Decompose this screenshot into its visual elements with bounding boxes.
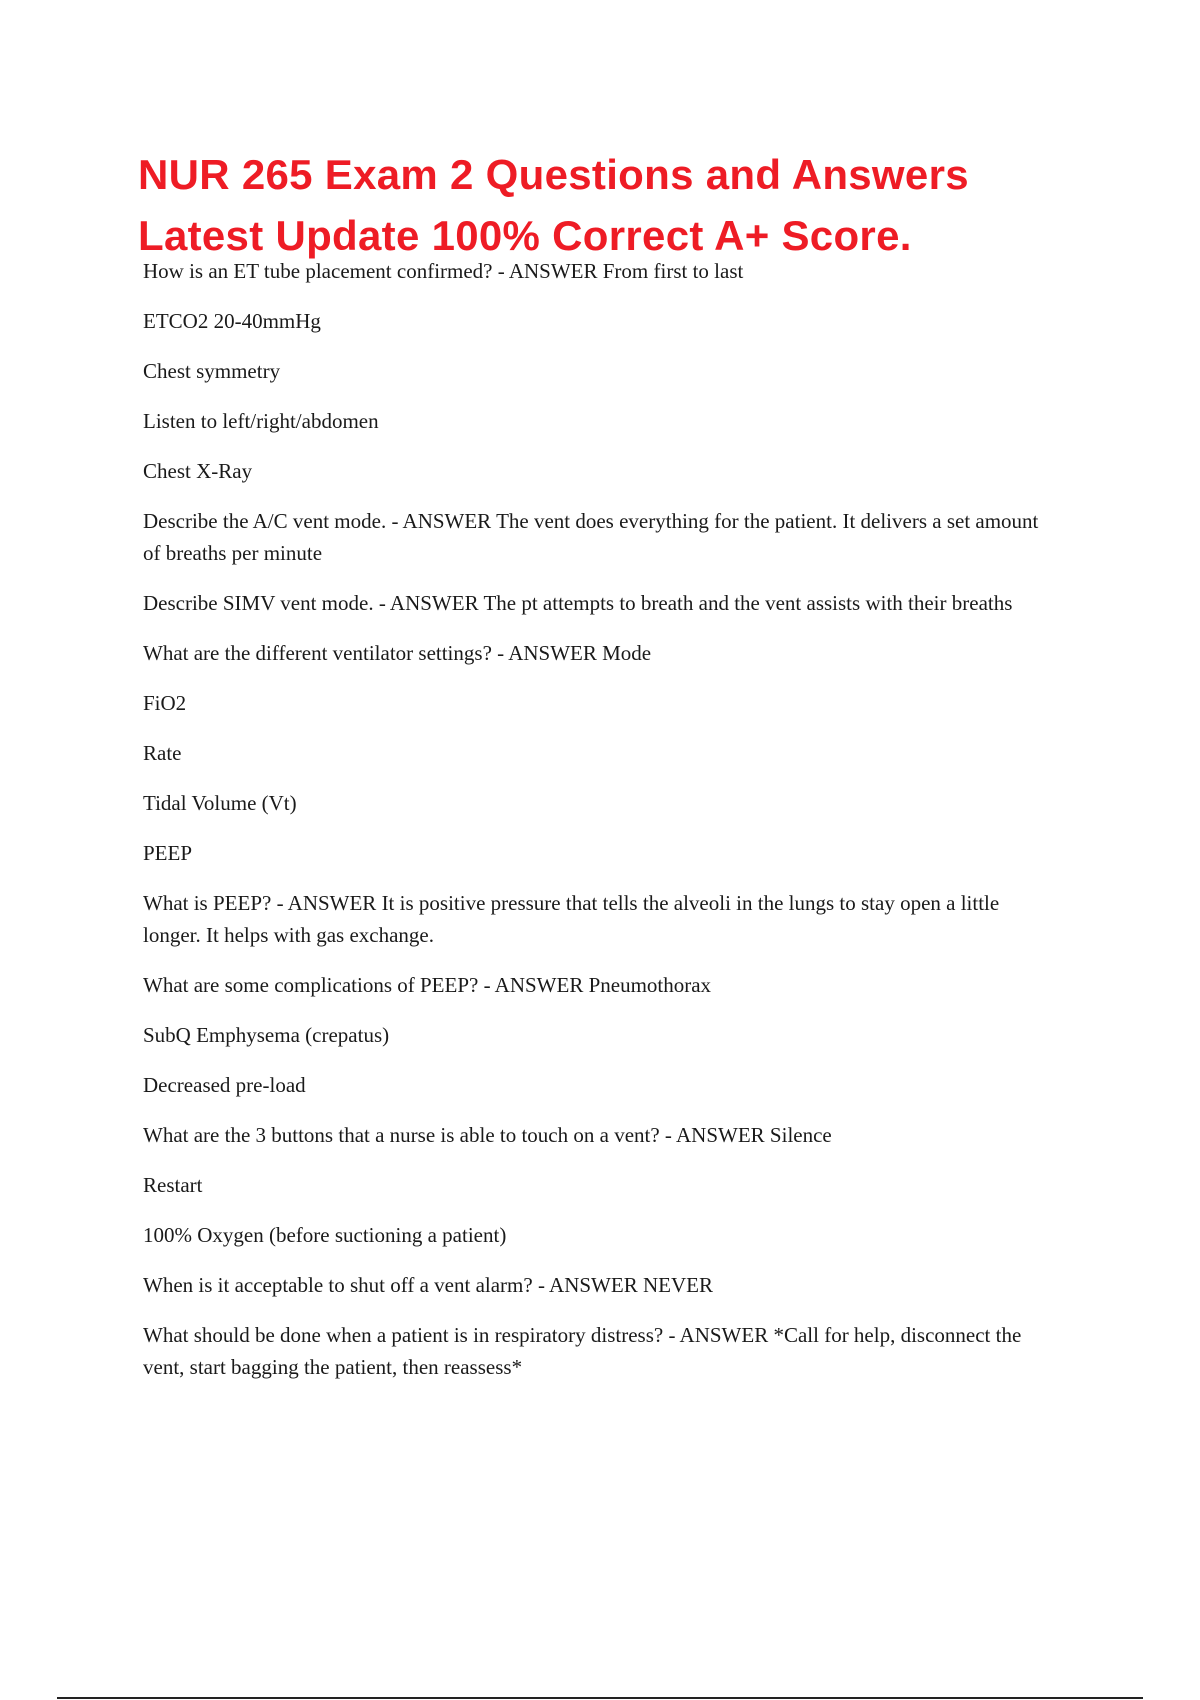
paragraph: How is an ET tube placement confirmed? - ANSWER From first to last: [143, 259, 744, 283]
paragraph: Restart: [143, 1173, 203, 1197]
paragraph: What should be done when a patient is in respiratory distress? - ANSWER *Call for help, disconnect the vent, start bagging the patient, then reassess*: [143, 1323, 1022, 1379]
paragraph: When is it acceptable to shut off a vent alarm? - ANSWER NEVER: [143, 1273, 713, 1297]
paragraph: Listen to left/right/abdomen: [143, 409, 379, 433]
paragraph: Decreased pre-load: [143, 1073, 306, 1097]
document-title: [138, 144, 1138, 266]
paragraph: Chest symmetry: [143, 359, 281, 383]
document-body: [143, 255, 1043, 1401]
paragraph: FiO2: [143, 691, 187, 715]
paragraph: What are some complications of PEEP? - ANSWER Pneumothorax: [143, 973, 712, 997]
paragraph: 100% Oxygen (before suctioning a patient): [143, 1223, 507, 1247]
title-line-2: Latest Update 100% Correct A+ Score.: [138, 212, 912, 259]
paragraph: PEEP: [143, 841, 193, 865]
paragraph: What are the 3 buttons that a nurse is able to touch on a vent? - ANSWER Silence: [143, 1123, 832, 1147]
paragraph: Chest X-Ray: [143, 459, 253, 483]
paragraph: ETCO2 20-40mmHg: [143, 309, 321, 333]
paragraph: What is PEEP? - ANSWER It is positive pressure that tells the alveoli in the lungs to stay open a little longer. It helps with gas exchange.: [143, 891, 1000, 947]
paragraph: What are the different ventilator settings? - ANSWER Mode: [143, 641, 652, 665]
paragraph: Rate: [143, 741, 182, 765]
paragraph: Tidal Volume (Vt): [143, 791, 297, 815]
title-line-1: NUR 265 Exam 2 Questions and Answers: [138, 151, 969, 198]
paragraph: Describe SIMV vent mode. - ANSWER The pt attempts to breath and the vent assists with their breaths: [143, 591, 1013, 615]
page-bottom-divider: [57, 1697, 1143, 1699]
paragraph: Describe the A/C vent mode. - ANSWER The vent does everything for the patient. It delivers a set amount of breaths per minute: [143, 509, 1039, 565]
paragraph: SubQ Emphysema (crepatus): [143, 1023, 390, 1047]
